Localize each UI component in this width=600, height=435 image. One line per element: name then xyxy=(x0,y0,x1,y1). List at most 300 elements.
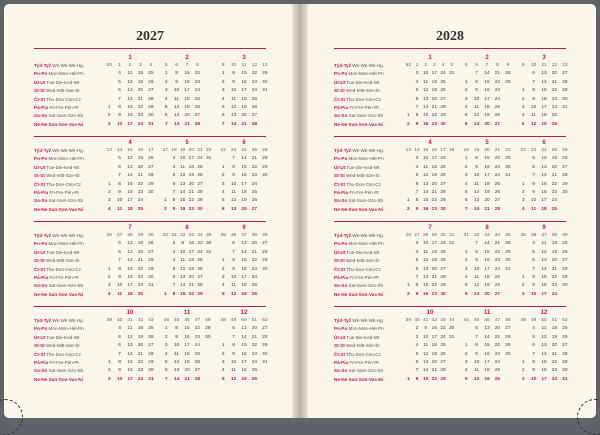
year-title: 2028 xyxy=(436,29,464,44)
book-gutter xyxy=(292,4,308,418)
day-code: So-So xyxy=(34,198,48,204)
day-number: 2 xyxy=(464,88,468,94)
day-number: 28 xyxy=(562,266,568,272)
day-row xyxy=(104,155,156,163)
day-number: 24 xyxy=(251,88,258,94)
day-number: 29 xyxy=(197,291,203,297)
day-names: Wk-Wk-Wk-Hg. xyxy=(51,318,84,323)
day-row xyxy=(404,325,456,333)
week-number: 1 xyxy=(415,63,419,68)
week-number: 45 xyxy=(473,318,480,323)
week-number: 5 xyxy=(164,63,168,68)
day-number: 2 xyxy=(464,164,468,170)
day-number: 23 xyxy=(137,368,144,374)
day-row xyxy=(218,359,270,367)
day-number: 29 xyxy=(148,266,154,272)
day-number xyxy=(146,206,156,214)
day-names: Mon-Mon-Hét-Pn xyxy=(47,71,84,77)
day-number: 28 xyxy=(505,241,511,247)
day-row xyxy=(461,206,513,214)
day-number: 31 xyxy=(449,71,455,77)
day-number: 23 xyxy=(194,79,201,85)
week-number: 45 xyxy=(173,318,180,323)
day-number xyxy=(260,189,270,197)
week-number-row xyxy=(518,147,570,155)
day-number: 10 xyxy=(230,181,237,187)
day-number xyxy=(404,87,413,95)
day-code: Pá-Pia xyxy=(334,104,349,110)
day-names: Sun-Son-Vas-Ni xyxy=(347,376,384,382)
day-number: 1 xyxy=(164,291,167,297)
day-number: 26 xyxy=(494,113,501,119)
day-number: 20 xyxy=(188,274,195,280)
day-number: 12 xyxy=(541,334,547,340)
day-number: 25 xyxy=(194,351,201,357)
day-number: 27 xyxy=(440,96,446,102)
day-number: 25 xyxy=(148,326,154,332)
day-number: 8 xyxy=(532,274,535,280)
day-number: 21 xyxy=(431,189,438,195)
day-row xyxy=(104,96,156,104)
day-number: 31 xyxy=(148,283,154,289)
day-number xyxy=(404,257,413,265)
day-number xyxy=(518,325,528,333)
day-number: 28 xyxy=(440,104,446,110)
day-number: 4 xyxy=(415,164,419,170)
day-label xyxy=(334,351,406,359)
day-number: 22 xyxy=(431,113,438,119)
week-number: 9 xyxy=(506,63,510,68)
day-number: 4 xyxy=(118,71,121,77)
day-labels xyxy=(334,317,406,384)
day-number: 13 xyxy=(241,326,247,332)
day-code: Týd-Tyž xyxy=(334,233,352,238)
day-number: 26 xyxy=(494,189,501,195)
day-number: 11 xyxy=(231,368,237,374)
day-number: 14 xyxy=(541,266,547,272)
day-row xyxy=(404,334,456,342)
day-number: 24 xyxy=(551,198,558,204)
day-number: 26 xyxy=(194,104,201,110)
day-number: 1 xyxy=(164,198,167,204)
day-number xyxy=(503,104,513,112)
day-number: 29 xyxy=(440,283,446,289)
day-number: 28 xyxy=(148,96,154,102)
day-code: Čt-St xyxy=(334,96,345,102)
day-number xyxy=(203,87,213,95)
day-number: 20 xyxy=(184,113,190,119)
week-number: 22 xyxy=(520,148,526,153)
day-number: 20 xyxy=(431,96,438,102)
day-number: 21 xyxy=(484,206,490,212)
day-number xyxy=(560,206,570,214)
week-number: 22 xyxy=(220,148,226,153)
day-number xyxy=(204,181,213,189)
day-row xyxy=(218,197,270,205)
day-row xyxy=(161,351,213,359)
week-number: 32 xyxy=(180,233,186,238)
week-number: 21 xyxy=(197,148,203,153)
day-row xyxy=(404,274,456,282)
day-number: 28 xyxy=(494,206,501,212)
day-row xyxy=(161,334,213,342)
day-number: 27 xyxy=(194,113,201,119)
day-number: 13 xyxy=(127,164,133,170)
month-number: 10 xyxy=(126,310,134,316)
day-number: 1 xyxy=(464,343,468,349)
day-number: 10 xyxy=(530,291,537,297)
day-label xyxy=(334,96,406,104)
day-number: 28 xyxy=(440,189,446,195)
day-number xyxy=(104,342,114,350)
day-row xyxy=(104,334,156,342)
day-number: 23 xyxy=(494,351,501,357)
day-names: Sun-Son-Vas-Ni xyxy=(347,121,384,127)
day-number: 23 xyxy=(551,96,558,102)
day-number: 29 xyxy=(505,343,511,349)
day-number xyxy=(447,249,456,257)
month-1 xyxy=(404,54,456,129)
week-number: 48 xyxy=(520,318,526,323)
day-number: 13 xyxy=(230,206,237,212)
week-number: 13 xyxy=(106,148,112,153)
day-number: 10 xyxy=(116,283,123,289)
day-number xyxy=(161,155,170,163)
day-number: 7 xyxy=(415,368,419,374)
day-number: 10 xyxy=(180,249,186,255)
day-number: 17 xyxy=(127,283,133,289)
day-names: Fri-Fre-Pén-Pt xyxy=(48,189,79,195)
day-row xyxy=(104,266,156,274)
day-number xyxy=(518,164,528,172)
week-number: 11 xyxy=(541,63,547,68)
quarter-block xyxy=(334,54,566,140)
day-number: 24 xyxy=(137,198,144,204)
day-number: 19 xyxy=(241,376,247,382)
day-number xyxy=(447,197,456,205)
day-number: 9 xyxy=(232,173,235,179)
day-names: Sat-Sam-Szo-Sb xyxy=(347,368,384,374)
day-number: 29 xyxy=(262,343,268,349)
day-number: 6 xyxy=(172,274,176,280)
day-number xyxy=(161,282,170,290)
day-row xyxy=(404,342,456,350)
day-number: 14 xyxy=(241,334,247,340)
day-number: 30 xyxy=(206,241,212,247)
day-row xyxy=(404,376,456,384)
day-number: 31 xyxy=(206,249,212,255)
day-number: 5 xyxy=(118,334,121,340)
day-number: 24 xyxy=(197,249,203,255)
day-row xyxy=(518,87,570,95)
day-number: 12 xyxy=(423,173,429,179)
week-number: 8 xyxy=(496,63,499,68)
day-number xyxy=(203,79,213,87)
day-number: 22 xyxy=(137,104,144,110)
day-code: Čt-St xyxy=(34,96,45,102)
day-number: 5 xyxy=(464,113,468,119)
day-row xyxy=(161,325,213,333)
month-number: 12 xyxy=(240,310,248,316)
day-row xyxy=(104,274,156,282)
day-number xyxy=(204,257,213,265)
day-number: 28 xyxy=(197,189,203,195)
day-number: 12 xyxy=(541,249,547,255)
day-row xyxy=(218,155,270,163)
week-number-row xyxy=(104,147,156,155)
day-number: 18 xyxy=(431,249,438,255)
day-number: 14 xyxy=(423,368,429,374)
day-number: 5 xyxy=(172,173,176,179)
day-number: 9 xyxy=(415,291,419,297)
day-number xyxy=(404,367,413,375)
day-number: 14 xyxy=(173,121,180,127)
day-number: 4 xyxy=(532,241,535,247)
day-number: 8 xyxy=(232,258,235,264)
day-number xyxy=(560,121,570,129)
quarter-divider xyxy=(34,221,266,222)
day-number: 12 xyxy=(473,113,480,119)
day-number: 24 xyxy=(194,88,201,94)
day-number: 9 xyxy=(118,368,121,374)
week-number: 11 xyxy=(241,63,247,68)
day-number: 17 xyxy=(127,198,133,204)
day-names: Sat-Sam-Szo-Sb xyxy=(47,368,84,374)
day-number xyxy=(203,376,213,384)
day-number: 21 xyxy=(188,189,195,195)
month-number: 4 xyxy=(128,140,132,146)
day-labels xyxy=(34,147,106,214)
day-number: 24 xyxy=(197,156,203,162)
day-number: 29 xyxy=(505,156,511,162)
day-number xyxy=(204,282,213,290)
day-names: Tue-Die-Ked-Wt xyxy=(45,249,80,255)
day-number: 11 xyxy=(127,71,133,77)
quarter-block xyxy=(334,224,566,310)
day-number xyxy=(404,334,413,342)
day-number: 30 xyxy=(505,164,511,170)
day-number: 31 xyxy=(505,266,511,272)
day-number: 8 xyxy=(172,291,176,297)
day-label xyxy=(34,291,106,299)
day-number: 15 xyxy=(241,164,247,170)
day-row xyxy=(104,249,156,257)
day-number: 12 xyxy=(473,283,480,289)
week-number: 1 xyxy=(118,63,121,68)
day-label xyxy=(334,112,406,120)
day-number: 25 xyxy=(148,71,154,77)
day-number: 11 xyxy=(117,291,123,297)
day-row xyxy=(161,112,213,120)
day-number: 6 xyxy=(118,343,121,349)
day-number: 28 xyxy=(148,173,154,179)
week-number: 33 xyxy=(188,233,195,238)
week-number: 6 xyxy=(475,63,478,68)
day-number: 25 xyxy=(251,189,258,195)
day-number: 10 xyxy=(173,343,180,349)
month-number: 8 xyxy=(485,225,489,231)
day-row xyxy=(104,181,156,189)
month-number: 5 xyxy=(185,140,189,146)
day-row xyxy=(404,206,456,214)
day-number: 22 xyxy=(494,343,501,349)
day-number: 20 xyxy=(431,359,438,365)
day-number xyxy=(461,240,471,248)
day-row xyxy=(461,282,513,290)
week-number: 35 xyxy=(206,233,212,238)
day-number: 16 xyxy=(127,274,133,280)
day-number: 6 xyxy=(415,266,419,272)
day-number: 23 xyxy=(137,113,144,119)
day-number: 19 xyxy=(184,359,190,365)
day-number: 20 xyxy=(241,113,247,119)
quarter-divider xyxy=(334,221,566,222)
day-label xyxy=(334,317,406,325)
week-number-row xyxy=(518,232,570,240)
day-row xyxy=(218,70,270,78)
week-number: 7 xyxy=(185,63,189,68)
day-number: 9 xyxy=(172,206,176,212)
day-code: Týd-Tyž xyxy=(334,63,352,68)
day-number: 26 xyxy=(440,173,446,179)
day-number: 10 xyxy=(116,376,123,382)
day-number xyxy=(260,121,270,129)
day-number: 28 xyxy=(148,258,154,264)
day-label xyxy=(34,325,106,333)
month-number: 7 xyxy=(428,225,432,231)
day-number: 12 xyxy=(423,351,429,357)
day-number: 11 xyxy=(174,96,180,102)
day-row xyxy=(104,351,156,359)
day-number: 18 xyxy=(241,96,247,102)
day-code: Po-Po xyxy=(334,241,348,247)
week-number: 39 xyxy=(262,233,268,238)
day-number xyxy=(203,104,213,112)
day-label xyxy=(334,249,406,257)
week-number-row xyxy=(461,232,513,240)
day-code: St-St xyxy=(334,88,345,94)
day-names: Fri-Fre-Pén-Pt xyxy=(348,274,379,280)
day-code: Po-Po xyxy=(334,71,348,77)
day-row xyxy=(461,351,513,359)
day-number xyxy=(260,104,270,112)
day-number: 22 xyxy=(137,359,144,365)
day-number xyxy=(104,70,114,78)
week-number: 4 xyxy=(441,63,445,68)
month-12 xyxy=(518,309,570,384)
week-number: 23 xyxy=(530,148,537,153)
quarter-block xyxy=(34,224,266,310)
week-number: 20 xyxy=(188,148,195,153)
day-number: 28 xyxy=(262,249,268,255)
day-number: 18 xyxy=(541,206,547,212)
day-number: 20 xyxy=(431,266,438,272)
day-number: 16 xyxy=(241,266,247,272)
day-number: 14 xyxy=(541,351,547,357)
week-number: 12 xyxy=(251,63,258,68)
day-number xyxy=(404,104,413,112)
day-number: 27 xyxy=(251,206,258,212)
day-number: 21 xyxy=(431,274,438,280)
day-number: 26 xyxy=(148,156,154,162)
day-label xyxy=(34,206,106,214)
day-number: 5 xyxy=(464,283,468,289)
day-number: 7 xyxy=(221,121,225,127)
day-names: Thu-Don-Csü-Cz xyxy=(44,351,81,357)
day-number: 29 xyxy=(505,79,511,85)
day-number xyxy=(447,104,456,112)
day-number xyxy=(461,334,471,342)
day-number: 28 xyxy=(194,376,201,382)
day-number: 17 xyxy=(484,96,490,102)
day-number xyxy=(503,359,513,367)
day-number: 3 xyxy=(521,376,525,382)
day-row xyxy=(161,104,213,112)
day-number: 15 xyxy=(484,343,490,349)
week-number: 39 xyxy=(106,318,112,323)
day-names: Sat-Sam-Szo-Sb xyxy=(347,198,384,204)
day-label xyxy=(334,359,406,367)
day-number: 16 xyxy=(423,121,429,127)
day-names: Fri-Fre-Pén-Pt xyxy=(48,104,79,110)
day-code: Ne-Ne xyxy=(34,206,48,212)
day-names: Wk-Wk-Wk-Hg. xyxy=(351,63,384,68)
week-number: 31 xyxy=(171,233,177,238)
day-row xyxy=(404,70,456,78)
day-number: 5 xyxy=(464,189,468,195)
day-names: Wk-Wk-Wk-Hg. xyxy=(351,148,384,153)
day-number: 28 xyxy=(262,334,268,340)
month-number: 6 xyxy=(242,140,246,146)
day-number: 17 xyxy=(541,291,547,297)
day-number: 14 xyxy=(423,104,429,110)
day-number: 25 xyxy=(562,326,568,332)
day-number: 6 xyxy=(221,206,225,212)
week-number: 24 xyxy=(241,148,247,153)
day-number: 22 xyxy=(251,71,258,77)
day-code: St-St xyxy=(334,343,345,349)
day-names: Wed-Mitt-Sze-Śr xyxy=(44,343,80,349)
day-number xyxy=(447,282,456,290)
day-number xyxy=(560,291,570,299)
day-row xyxy=(461,240,513,248)
day-number: 9 xyxy=(532,283,535,289)
day-number: 17 xyxy=(541,376,547,382)
day-row xyxy=(518,359,570,367)
day-number xyxy=(503,96,513,104)
day-code: Čt-St xyxy=(334,351,345,357)
day-number: 15 xyxy=(241,71,247,77)
day-number xyxy=(503,376,513,384)
day-row xyxy=(404,172,456,180)
quarter-block xyxy=(334,139,566,225)
day-number: 6 xyxy=(464,291,468,297)
day-number: 2 xyxy=(521,96,525,102)
day-number xyxy=(518,79,528,87)
day-number: 24 xyxy=(551,291,558,297)
day-number: 5 xyxy=(118,79,121,85)
day-row xyxy=(161,342,213,350)
day-number: 11 xyxy=(541,326,547,332)
day-number: 6 xyxy=(415,96,419,102)
day-row xyxy=(104,79,156,87)
day-number xyxy=(161,274,170,282)
day-number xyxy=(203,342,213,350)
day-number: 8 xyxy=(415,376,419,382)
day-number: 23 xyxy=(551,189,558,195)
day-number: 15 xyxy=(541,88,547,94)
day-number xyxy=(518,155,528,163)
